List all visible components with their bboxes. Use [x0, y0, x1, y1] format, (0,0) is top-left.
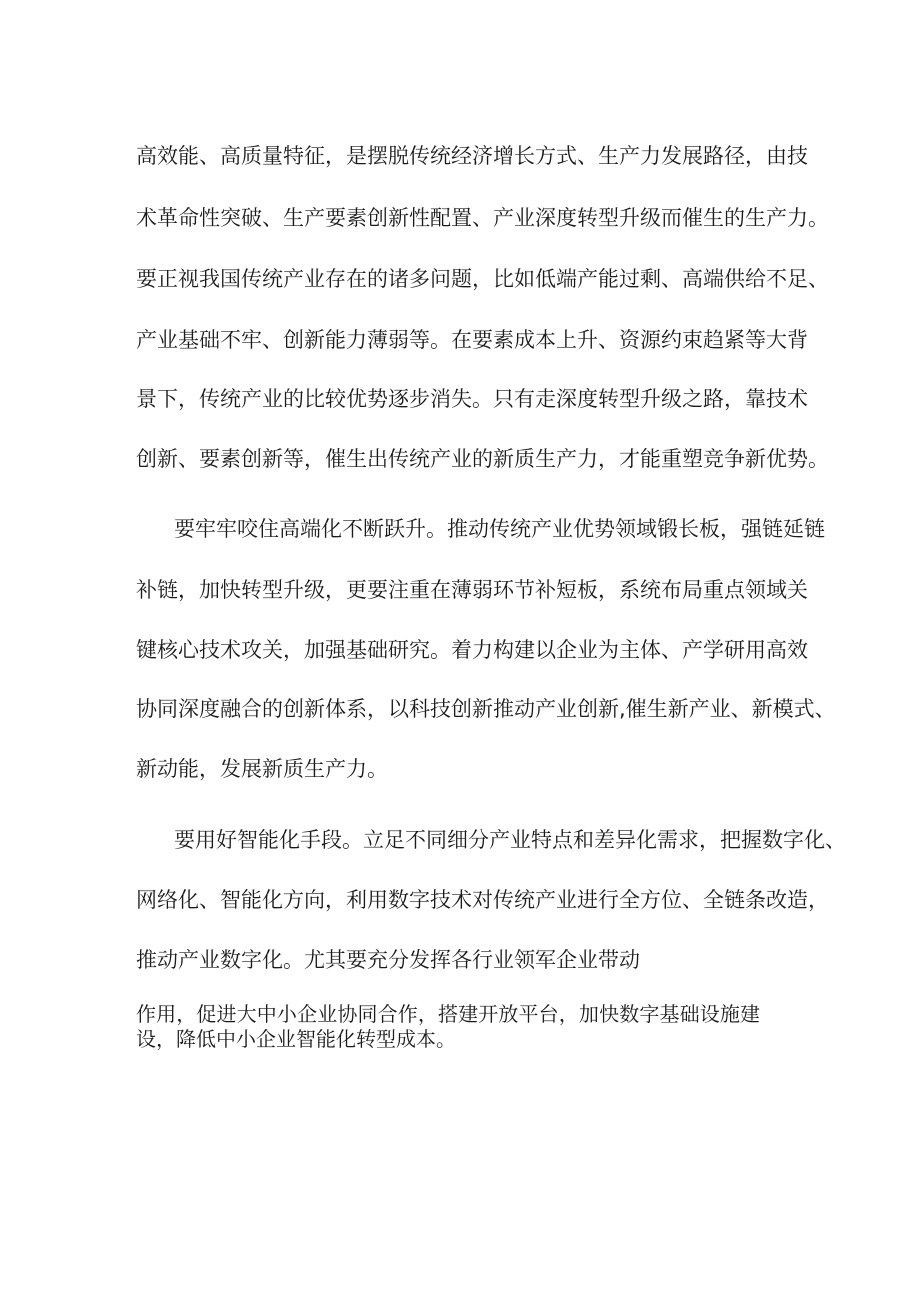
paragraph-3-line-4: 作用，促进大中小企业协同合作，搭建开放平台，加快数字基础设施建: [136, 1002, 760, 1026]
paragraph-1-line-2: 术革命性突破、生产要素创新性配置、产业深度转型升级而催生的生产力。: [136, 206, 829, 230]
paragraph-1-line-6: 创新、要素创新等，催生出传统产业的新质生产力，才能重塑竞争新优势。: [136, 447, 829, 471]
paragraph-2-line-1: 要牢牢咬住高端化不断跃升。推动传统产业优势领域锻长板，强链延链: [174, 517, 825, 541]
paragraph-3-line-2: 网络化、智能化方向，利用数字技术对传统产业进行全方位、全链条改造，: [136, 888, 829, 912]
paragraph-1-line-3: 要正视我国传统产业存在的诸多问题，比如低端产能过剩、高端供给不足、: [136, 267, 829, 291]
paragraph-3-line-1: 要用好智能化手段。立足不同细分产业特点和差异化需求，把握数字化、: [174, 828, 846, 852]
paragraph-2-line-4: 协同深度融合的创新体系，以科技创新推动产业创新,催生新产业、新模式、: [136, 697, 836, 721]
paragraph-2-line-3: 键核心技术攻关，加强基础研究。着力构建以企业为主体、产学研用高效: [136, 638, 808, 662]
paragraph-2-line-2: 补链，加快转型升级，更要注重在薄弱环节补短板，系统布局重点领域关: [136, 578, 808, 602]
paragraph-1-line-5: 景下，传统产业的比较优势逐步消失。只有走深度转型升级之路，靠技术: [136, 387, 808, 411]
paragraph-2-line-5: 新动能，发展新质生产力。: [136, 757, 388, 781]
paragraph-1-line-1: 高效能、高质量特征，是摆脱传统经济增长方式、生产力发展路径，由技: [136, 144, 808, 168]
paragraph-1-line-4: 产业基础不牢、创新能力薄弱等。在要素成本上升、资源约束趋紧等大背: [136, 328, 808, 352]
paragraph-3-line-5: 设，降低中小企业智能化转型成本。: [136, 1027, 456, 1051]
paragraph-3-line-3: 推动产业数字化。尤其要充分发挥各行业领军企业带动: [136, 948, 640, 972]
